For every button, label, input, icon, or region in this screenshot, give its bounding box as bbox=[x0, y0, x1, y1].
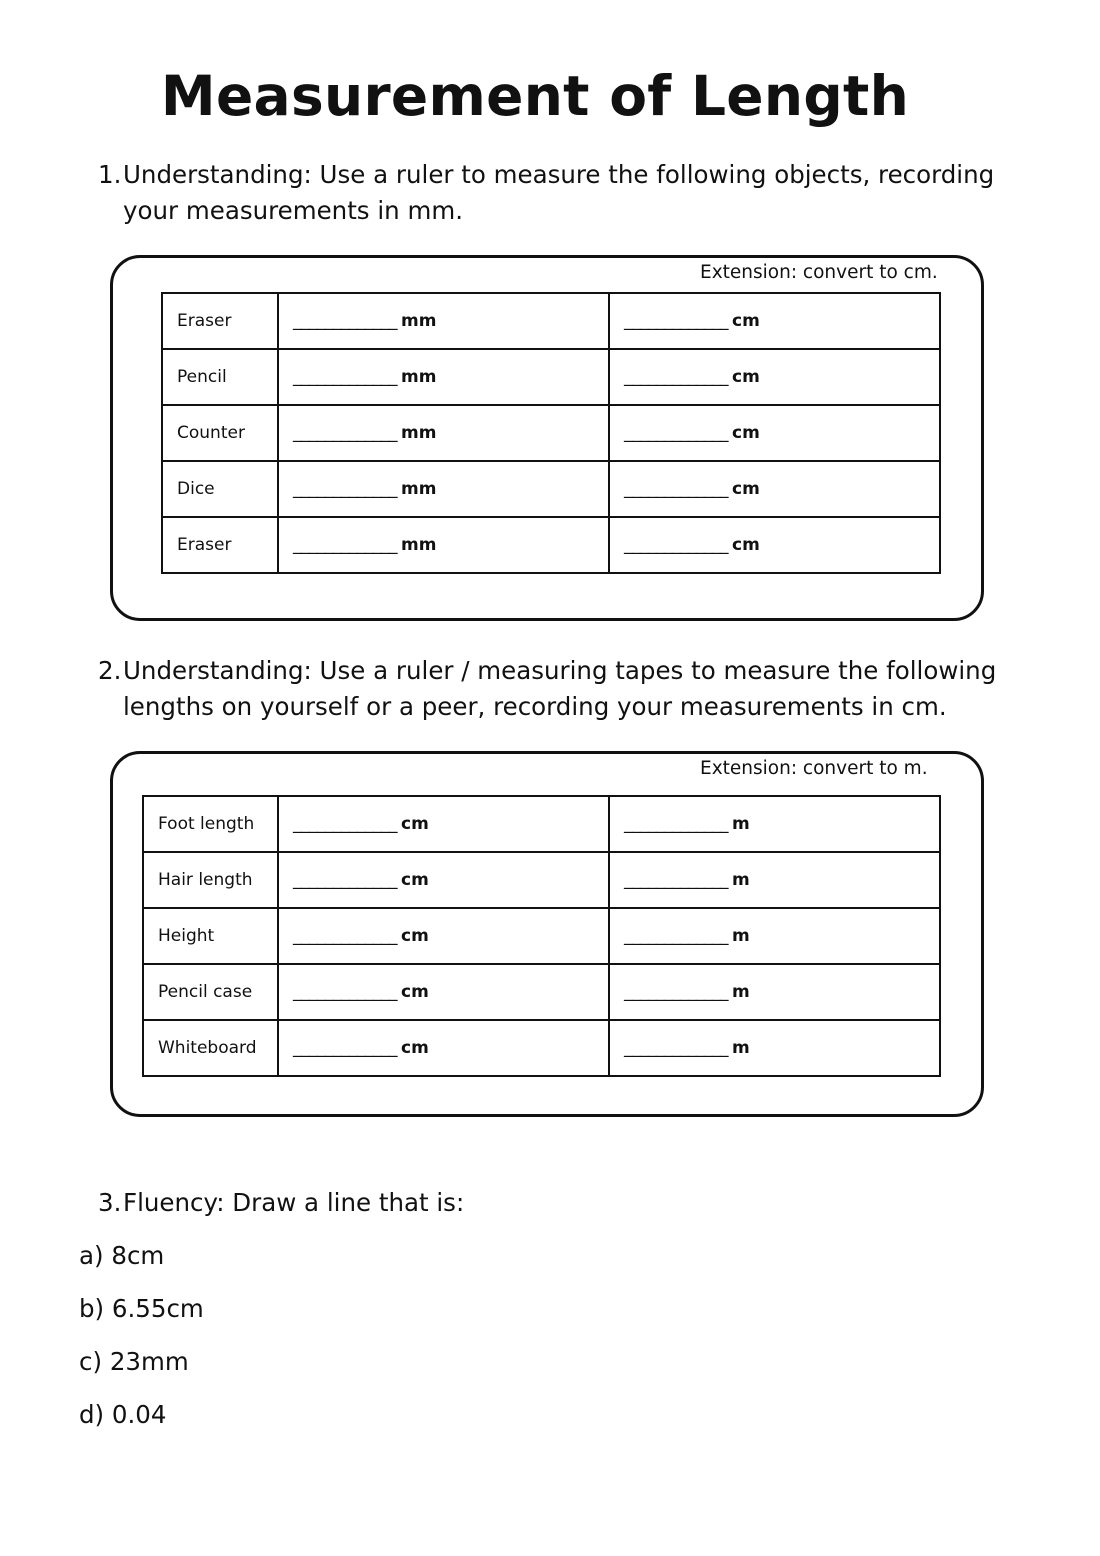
measure-label: Foot length bbox=[143, 796, 278, 852]
table-row bbox=[143, 796, 940, 852]
question-1-text: Understanding: Use a ruler to measure the following objects, recording your measurements in mm. bbox=[123, 160, 995, 225]
unit-label: cm bbox=[732, 367, 760, 387]
table-row bbox=[162, 349, 940, 405]
answer-cell-cm[interactable] bbox=[609, 517, 940, 573]
table-row bbox=[143, 852, 940, 908]
unit-label: m bbox=[732, 870, 750, 890]
unit-label: mm bbox=[401, 311, 437, 331]
unit-label: mm bbox=[401, 423, 437, 443]
answer-cell-m[interactable] bbox=[609, 852, 940, 908]
object-label: Eraser bbox=[162, 517, 278, 573]
answer-blank: _____________ bbox=[624, 367, 728, 387]
unit-label: m bbox=[732, 1038, 750, 1058]
answer-blank: _____________ bbox=[624, 1038, 728, 1058]
answer-cell-m[interactable] bbox=[609, 908, 940, 964]
answer-cell-mm[interactable] bbox=[278, 293, 609, 349]
question-2-extension: Extension: convert to m. bbox=[700, 758, 928, 779]
answer-cell-cm[interactable] bbox=[278, 796, 609, 852]
answer-blank: _____________ bbox=[293, 367, 397, 387]
table-row bbox=[162, 293, 940, 349]
answer-blank: _____________ bbox=[293, 311, 397, 331]
answer-blank: _____________ bbox=[293, 1038, 397, 1058]
question-2-text: Understanding: Use a ruler / measuring tapes to measure the following lengths on yourself or a peer, recording your measurements in cm. bbox=[123, 656, 997, 721]
answer-blank: _____________ bbox=[293, 926, 397, 946]
unit-label: cm bbox=[732, 479, 760, 499]
question-1-number: 1. bbox=[98, 160, 122, 189]
unit-label: cm bbox=[401, 814, 429, 834]
answer-blank: _____________ bbox=[293, 982, 397, 1002]
object-label: Counter bbox=[162, 405, 278, 461]
unit-label: m bbox=[732, 926, 750, 946]
answer-blank: _____________ bbox=[624, 982, 728, 1002]
table-row bbox=[143, 964, 940, 1020]
object-label: Eraser bbox=[162, 293, 278, 349]
answer-blank: _____________ bbox=[293, 535, 397, 555]
measure-label: Height bbox=[143, 908, 278, 964]
page-title: Measurement of Length bbox=[160, 64, 910, 128]
answer-cell-cm[interactable] bbox=[609, 461, 940, 517]
unit-label: mm bbox=[401, 479, 437, 499]
answer-d: d) 0.04 bbox=[79, 1400, 167, 1429]
answer-cell-m[interactable] bbox=[609, 796, 940, 852]
unit-label: m bbox=[732, 982, 750, 1002]
unit-label: m bbox=[732, 814, 750, 834]
answer-blank: _____________ bbox=[293, 423, 397, 443]
answer-cell-m[interactable] bbox=[609, 964, 940, 1020]
table-row bbox=[162, 405, 940, 461]
answer-blank: _____________ bbox=[624, 814, 728, 834]
table-row bbox=[162, 461, 940, 517]
answer-cell-cm[interactable] bbox=[278, 1020, 609, 1076]
unit-label: cm bbox=[401, 870, 429, 890]
answer-cell-cm[interactable] bbox=[278, 908, 609, 964]
answer-blank: _____________ bbox=[624, 423, 728, 443]
object-label: Pencil bbox=[162, 349, 278, 405]
question-2 bbox=[98, 653, 1048, 725]
measure-label: Pencil case bbox=[143, 964, 278, 1020]
answer-blank: _____________ bbox=[624, 311, 728, 331]
answer-blank: _____________ bbox=[624, 479, 728, 499]
answer-blank: _____________ bbox=[624, 535, 728, 555]
unit-label: cm bbox=[732, 535, 760, 555]
answer-c: c) 23mm bbox=[79, 1347, 189, 1376]
unit-label: cm bbox=[732, 423, 760, 443]
answer-cell-cm[interactable] bbox=[609, 293, 940, 349]
question-2-number: 2. bbox=[98, 656, 122, 685]
unit-label: cm bbox=[401, 926, 429, 946]
answer-b: b) 6.55cm bbox=[79, 1294, 204, 1323]
answer-cell-cm[interactable] bbox=[609, 405, 940, 461]
answer-blank: _____________ bbox=[293, 814, 397, 834]
answer-cell-mm[interactable] bbox=[278, 405, 609, 461]
table-row bbox=[162, 517, 940, 573]
answer-cell-mm[interactable] bbox=[278, 461, 609, 517]
object-label: Dice bbox=[162, 461, 278, 517]
answer-cell-cm[interactable] bbox=[278, 964, 609, 1020]
unit-label: mm bbox=[401, 535, 437, 555]
answer-cell-m[interactable] bbox=[609, 1020, 940, 1076]
answer-cell-cm[interactable] bbox=[278, 852, 609, 908]
unit-label: cm bbox=[732, 311, 760, 331]
question-3-text: Fluency: Draw a line that is: bbox=[123, 1188, 465, 1217]
question-3 bbox=[98, 1185, 1048, 1221]
table-row bbox=[143, 908, 940, 964]
unit-label: cm bbox=[401, 1038, 429, 1058]
measure-label: Hair length bbox=[143, 852, 278, 908]
question-1 bbox=[98, 157, 1048, 229]
question-1-extension: Extension: convert to cm. bbox=[700, 262, 938, 283]
measure-label: Whiteboard bbox=[143, 1020, 278, 1076]
unit-label: mm bbox=[401, 367, 437, 387]
answer-blank: _____________ bbox=[624, 926, 728, 946]
unit-label: cm bbox=[401, 982, 429, 1002]
answer-cell-mm[interactable] bbox=[278, 517, 609, 573]
answer-cell-cm[interactable] bbox=[609, 349, 940, 405]
answer-cell-mm[interactable] bbox=[278, 349, 609, 405]
question-2-table bbox=[142, 795, 941, 1077]
answer-a: a) 8cm bbox=[79, 1241, 165, 1270]
question-3-number: 3. bbox=[98, 1188, 122, 1217]
answer-blank: _____________ bbox=[293, 479, 397, 499]
table-row bbox=[143, 1020, 940, 1076]
question-1-table bbox=[161, 292, 941, 574]
answer-blank: _____________ bbox=[293, 870, 397, 890]
answer-blank: _____________ bbox=[624, 870, 728, 890]
